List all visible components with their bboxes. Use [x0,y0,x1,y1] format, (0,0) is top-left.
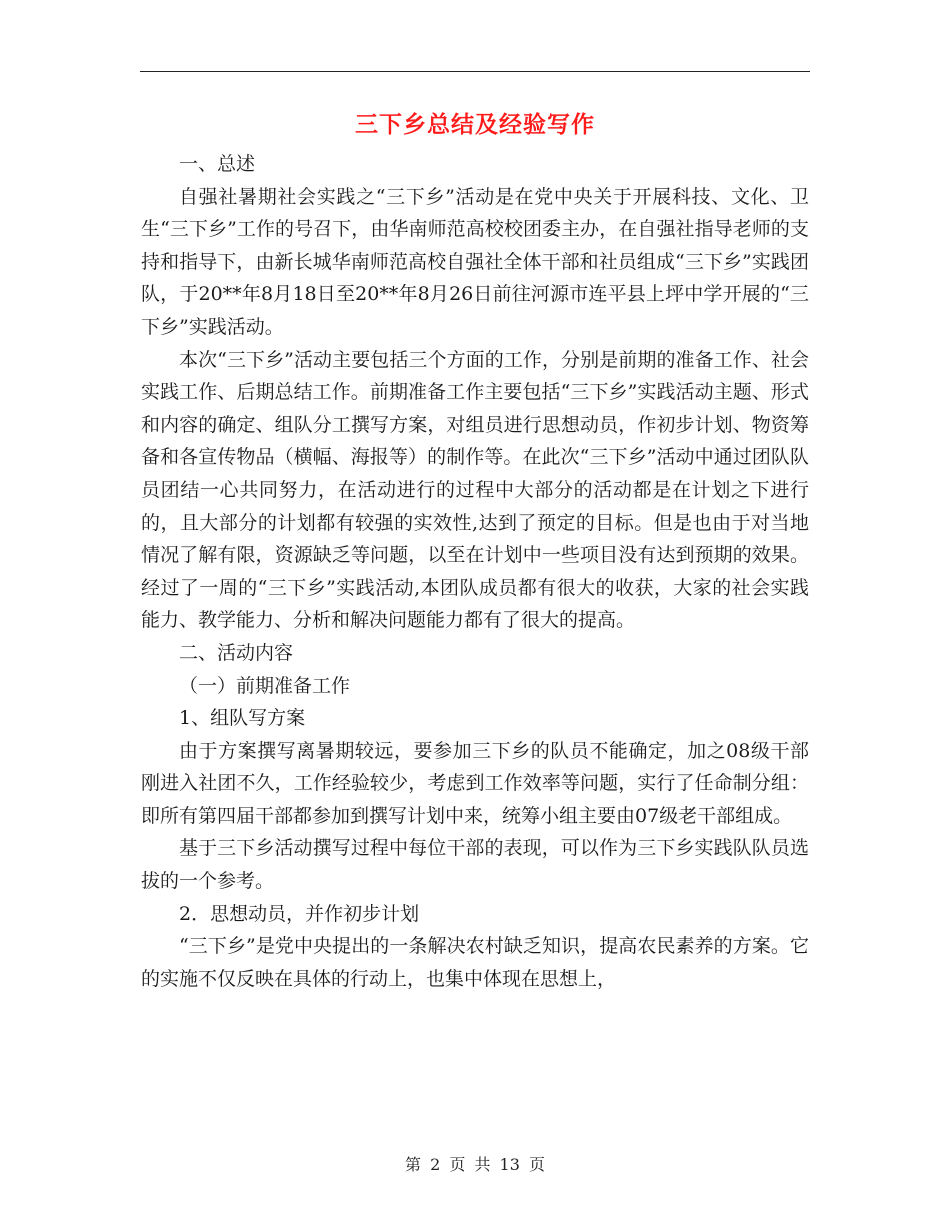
paragraph: 基于三下乡活动撰写过程中每位干部的表现，可以作为三下乡实践队队员选拔的一个参考。 [141,837,809,893]
item-heading-team-plan: 1、组队写方案 [179,707,306,730]
item-heading-mobilization: 2．思想动员，并作初步计划 [179,902,420,925]
paragraph: 自强社暑期社会实践之“三下乡”活动是在党中央关于开展科技、文化、卫生“三下乡”工作的号召下，由华南师范高校校团委主办，在自强社指导老师的支持和指导下，由新长城华南师范高校自强社全体干部和社员组成“三下乡”实践团队，于20**年8月18日至20**年8月26日前往河源市连平县上坪中学开展的“三下乡”实践活动。 [141,185,809,338]
paragraph: 本次“三下乡”活动主要包括三个方面的工作，分别是前期的准备工作、社会实践工作、后期总结工作。前期准备工作主要包括“三下乡”实践活动主题、形式和内容的确定、组队分工撰写方案，对组员进行思想动员，作初步计划、物资筹备和各宣传物品（横幅、海报等）的制作等。在此次“三下乡”活动中通过团队队员团结一心共同努力，在活动进行的过程中大部分的活动都是在计划之下进行的，且大部分的计划都有较强的实效性,达到了预定的目标。但是也由于对当地情况了解有限，资源缺乏等问题，以至在计划中一些项目没有达到预期的效果。经过了一周的“三下乡”实践活动,本团队成员都有很大的收获，大家的社会实践能力、教学能力、分析和解决问题能力都有了很大的提高。 [141,348,809,632]
paragraph: “三下乡”是党中央提出的一条解决农村缺乏知识，提高农民素养的方案。它的实施不仅反映在具体的行动上，也集中体现在思想上， [141,935,809,990]
header-rule [140,71,810,72]
section-heading-activities: 二、活动内容 [179,641,294,664]
subsection-heading-preparation: （一）前期准备工作 [179,674,351,697]
section-heading-overview: 一、总述 [179,153,256,175]
document-body [141,148,809,995]
paragraph: 由于方案撰写离暑期较远，要参加三下乡的队员不能确定，加之08级干部刚进入社团不久，工作经验较少，考虑到工作效率等问题，实行了任命制分组：即所有第四届干部都参加到撰写计划中来，统筹小组主要由07级老干部组成。 [141,739,809,827]
document-title: 三下乡总结及经验写作 [355,111,595,138]
page-footer: 第 2 页 共 13 页 [405,1155,545,1174]
